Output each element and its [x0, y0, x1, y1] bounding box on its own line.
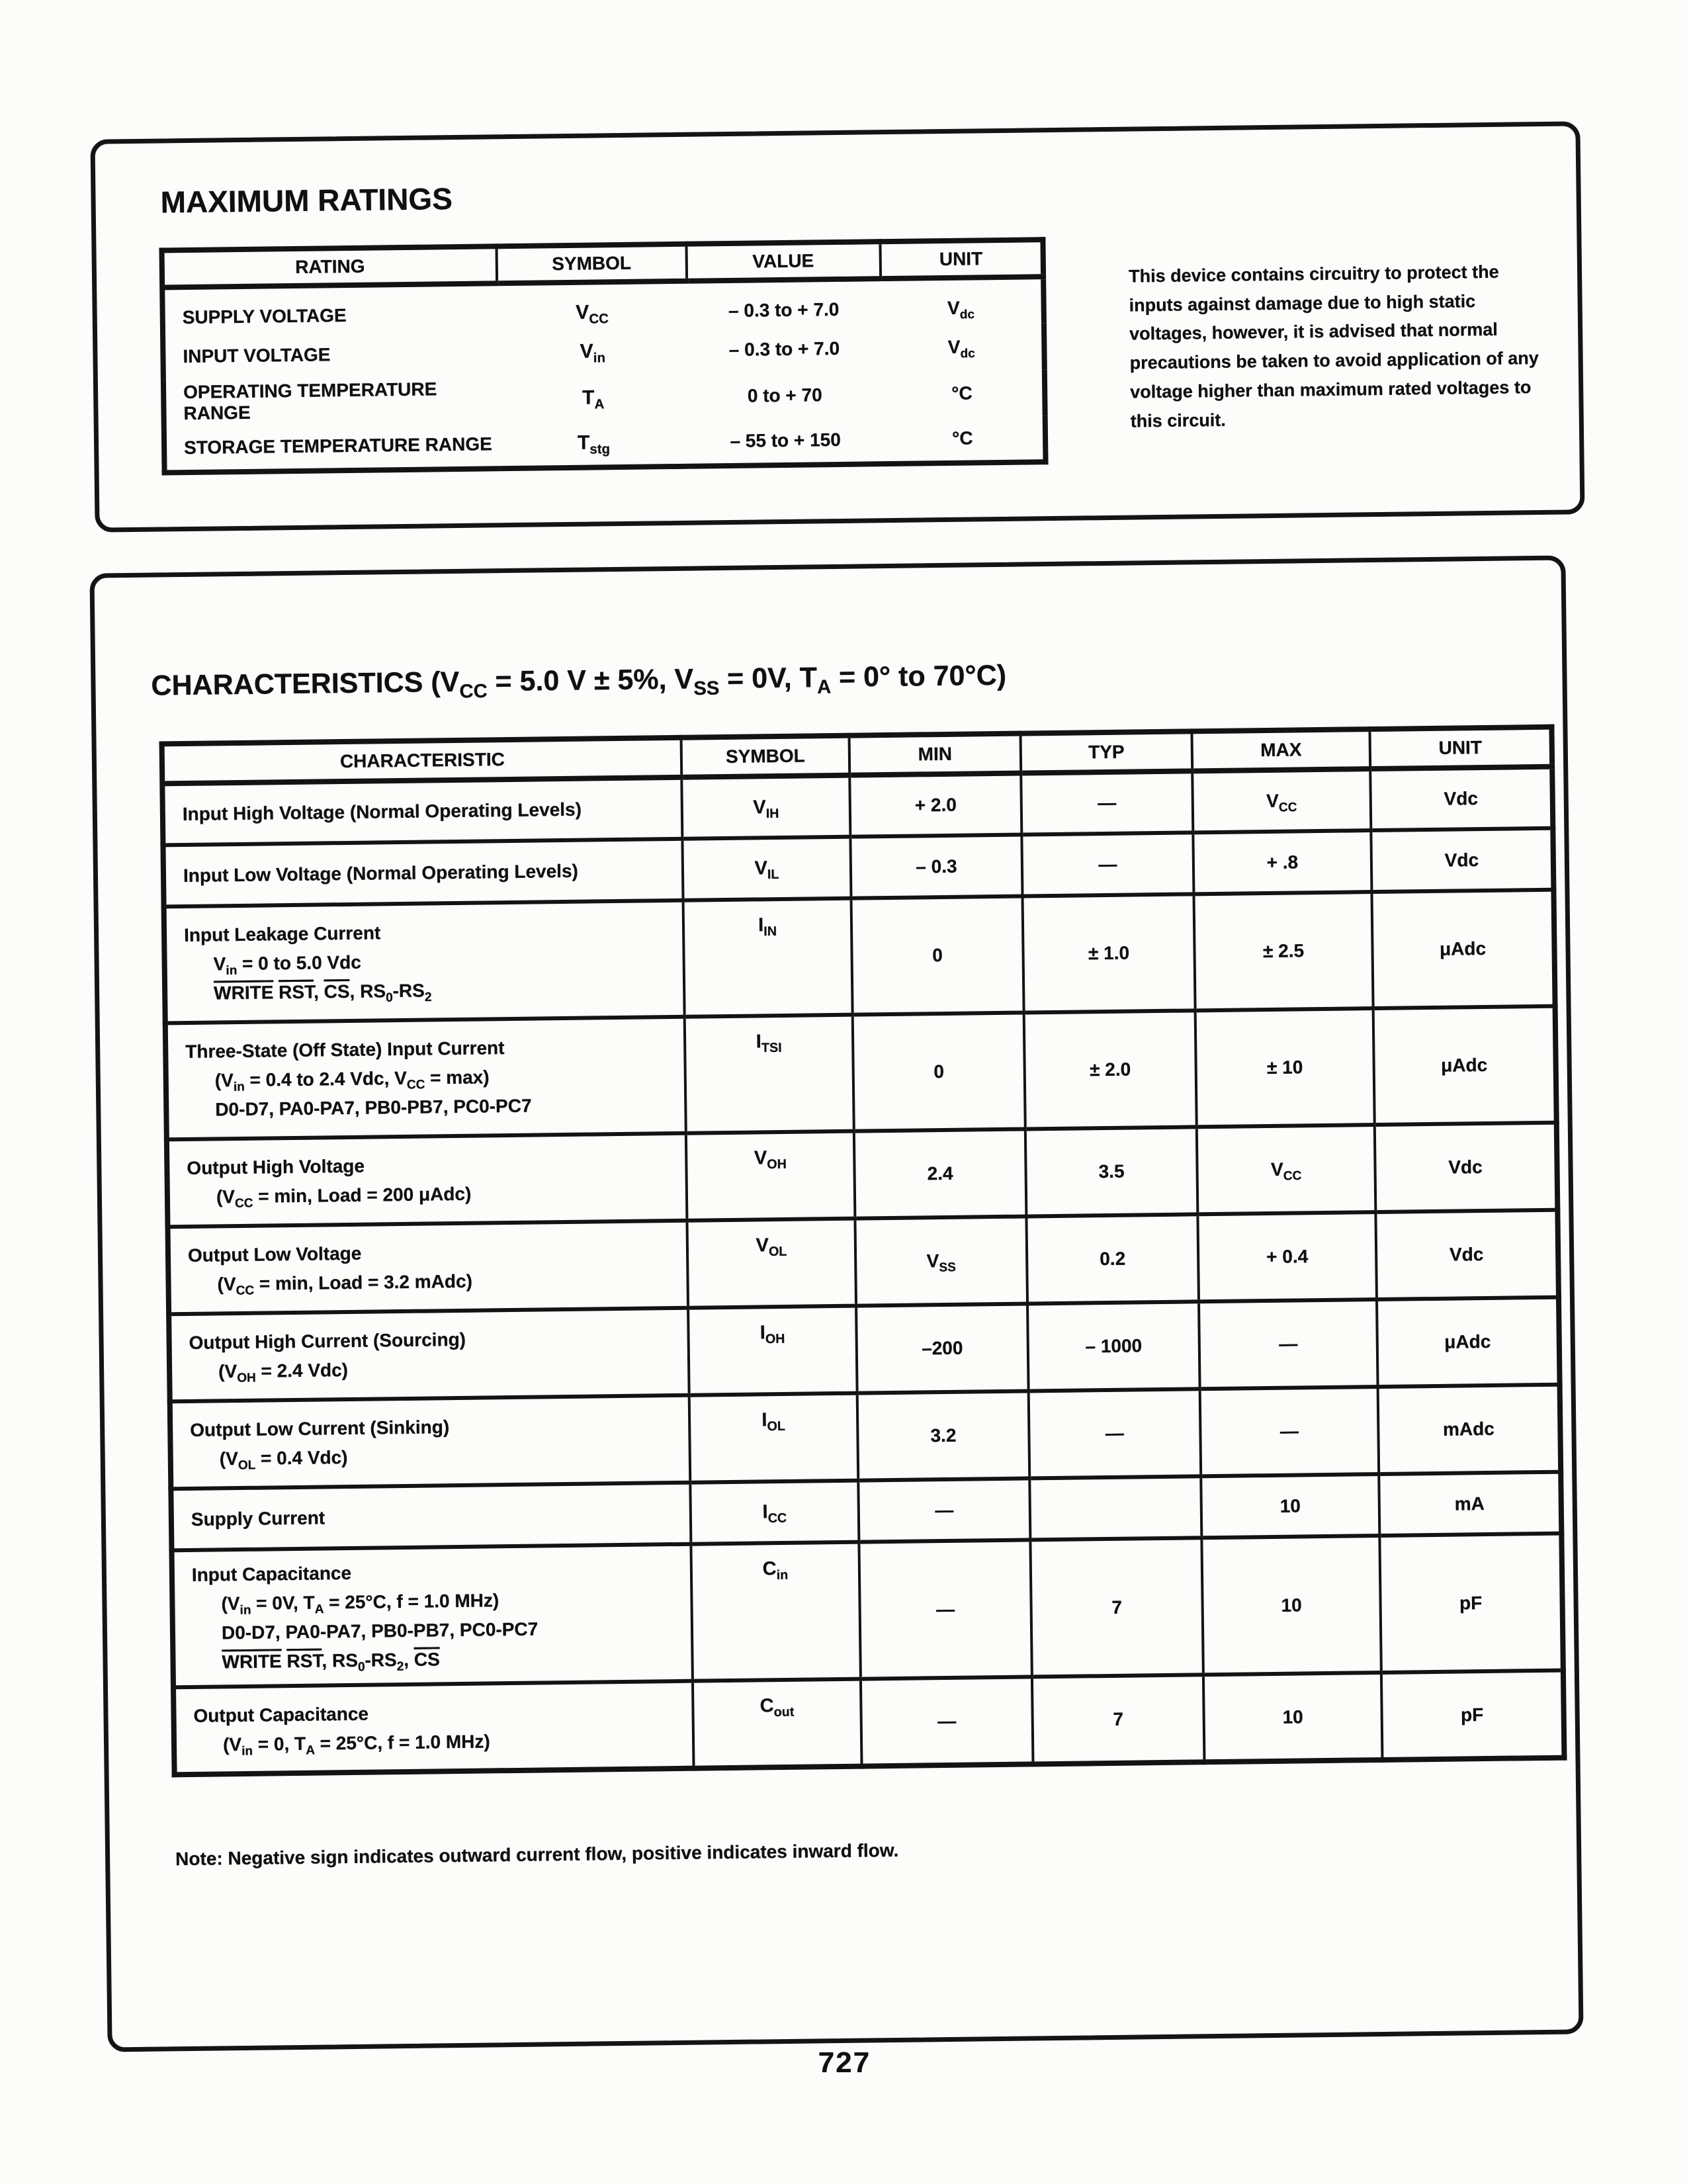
cell-max: — — [1199, 1299, 1378, 1389]
characteristics-section — [89, 555, 1583, 2052]
max-ratings-table-wrap — [159, 237, 1048, 475]
cell-symbol: $I_{IN}$ — [683, 898, 853, 1017]
column-header: RATING — [162, 246, 498, 287]
cell-typ: ± 2.0 — [1024, 1010, 1197, 1129]
cell-symbol: $V_{OH}$ — [686, 1131, 855, 1221]
cell-min: – 0.3 — [850, 835, 1022, 898]
cell-typ: 7 — [1032, 1675, 1205, 1764]
cell-symbol: $I_{CC}$ — [690, 1481, 859, 1544]
characteristic-line: Output High Voltage — [187, 1155, 365, 1178]
cell-max: $V_{CC}$ — [1197, 1125, 1376, 1214]
characteristic-line: ($V_{in} = 0.4$ to 2.4 Vdc, $V_{CC} = \max$) — [214, 1067, 490, 1094]
column-header: VALUE — [686, 241, 881, 281]
column-header: UNIT — [880, 240, 1043, 279]
cell-max: + .8 — [1193, 830, 1371, 894]
cell-max: $V_{CC}$ — [1192, 769, 1371, 832]
table-row — [170, 1385, 1561, 1489]
characteristic-line: Input Low Voltage (Normal Operating Levels) — [183, 860, 579, 886]
cell-symbol: $C_{out}$ — [693, 1679, 862, 1769]
cell-rating: OPERATING TEMPERATURE RANGE — [183, 378, 437, 424]
cell-unit: °C — [951, 427, 973, 449]
cell-characteristic — [169, 1308, 689, 1402]
column-header: TYP — [1020, 731, 1192, 773]
column-header: MIN — [849, 734, 1021, 775]
cell-unit: pF — [1379, 1534, 1563, 1673]
cell-unit: $V_{dc}$ — [947, 297, 975, 322]
cell-characteristic — [167, 1133, 687, 1227]
cell-symbol: $T_A$ — [582, 386, 605, 412]
cell-symbol: $V_{OL}$ — [687, 1219, 856, 1308]
cell-symbol: $C_{in}$ — [691, 1542, 861, 1681]
characteristic-line: Input High Voltage (Normal Operating Levels) — [182, 799, 582, 825]
cell-unit: $V_{dc}$ — [947, 336, 975, 361]
max-ratings-table — [159, 237, 1048, 475]
column-header: MAX — [1191, 729, 1370, 771]
cell-symbol: $V_{CC}$ — [576, 301, 609, 327]
maximum-ratings-heading: MAXIMUM RATINGS — [160, 181, 453, 220]
characteristic-line: Input Capacitance — [191, 1562, 352, 1585]
cell-max: + 0.4 — [1197, 1212, 1377, 1301]
cell-unit: Vdc — [1371, 828, 1553, 892]
cell-unit: Vdc — [1370, 767, 1553, 830]
cell-value: – 55 to + 150 — [730, 429, 841, 451]
cell-typ: 0.2 — [1026, 1214, 1199, 1303]
max-ratings-body — [162, 277, 1045, 472]
maximum-ratings-section — [90, 121, 1584, 532]
column-header: SYMBOL — [681, 736, 850, 777]
cell-typ: – 1000 — [1027, 1301, 1200, 1391]
cell-min: 0 — [851, 896, 1024, 1015]
cell-unit: mAdc — [1378, 1385, 1561, 1474]
cell-symbol: $T_{stg}$ — [577, 431, 611, 457]
table-row — [171, 1534, 1563, 1688]
cell-min: — — [859, 1540, 1032, 1679]
cell-unit: μAdc — [1371, 890, 1555, 1008]
esd-protection-note: This device contains circuitry to protect the inputs against damage due to high static voltages, however, it is advised that normal precautions be taken to avoid application of any voltage higher than maximum rated voltages to this circuit. — [1128, 261, 1539, 431]
cell-characteristic — [170, 1395, 691, 1489]
cell-unit: pF — [1381, 1671, 1565, 1760]
characteristic-line: ($V_{in} = 0$, $T_A = 25^\circ C$, f = 1.0 MHz) — [222, 1730, 490, 1759]
cell-symbol: $I_{OH}$ — [688, 1306, 857, 1395]
table-row — [168, 1210, 1559, 1315]
column-header: CHARACTERISTIC — [162, 738, 682, 784]
page-number: 727 — [818, 2046, 871, 2079]
characteristic-line: ($V_{OH} = 2.4$ Vdc) — [218, 1360, 349, 1385]
cell-unit: μAdc — [1373, 1006, 1557, 1125]
cell-max: — — [1200, 1387, 1379, 1476]
characteristic-line: Output High Current (Sourcing) — [189, 1329, 466, 1353]
cell-max: 10 — [1201, 1474, 1379, 1538]
cell-min: 3.2 — [857, 1391, 1030, 1480]
cell-characteristic — [163, 839, 683, 907]
characteristic-line: ($V_{CC} = \min$, Load = 3.2 mAdc) — [217, 1270, 473, 1298]
cell-typ: ± 1.0 — [1022, 894, 1195, 1012]
characteristic-line: Supply Current — [191, 1507, 325, 1530]
characteristic-line: Output Low Current (Sinking) — [190, 1417, 450, 1440]
cell-characteristic — [162, 777, 682, 846]
characteristic-line: D0-D7, PA0-PA7, PB0-PB7, PC0-PC7 — [221, 1618, 539, 1643]
characteristic-line: WRITE $\overline{RST}$, $\overline{CS}$, $RS_0-RS_2$ — [214, 980, 432, 1005]
cell-max: 10 — [1203, 1673, 1383, 1762]
characteristic-line: D0-D7, PA0-PA7, PB0-PB7, PC0-PC7 — [215, 1095, 532, 1120]
table-row — [167, 1123, 1557, 1227]
table-row — [169, 1297, 1559, 1402]
cell-symbol: $V_{IL}$ — [682, 837, 851, 900]
cell-symbol: $V_{in}$ — [580, 340, 606, 366]
cell-min: 0 — [853, 1013, 1025, 1131]
characteristic-line: Three-State (Off State) Input Current — [185, 1037, 505, 1062]
cell-max: ± 2.5 — [1193, 892, 1373, 1010]
cell-characteristic — [173, 1681, 694, 1775]
cell-value: – 0.3 to + 7.0 — [728, 337, 840, 361]
cell-min: — — [861, 1677, 1033, 1766]
characteristics-table-wrap — [159, 724, 1567, 1778]
cell-symbol: $I_{OL}$ — [689, 1393, 859, 1483]
table-row — [164, 890, 1555, 1024]
table-row — [173, 1671, 1564, 1775]
cell-symbol: $I_{TSI}$ — [685, 1015, 854, 1133]
cell-typ — [1029, 1476, 1201, 1540]
characteristic-line: Output Capacitance — [193, 1703, 369, 1726]
table-row — [165, 1006, 1557, 1140]
cell-value: 0 to + 70 — [747, 384, 822, 406]
characteristic-line: ($V_{in} = 0V$, $T_A = 25^\circ C$, f = 1.0 MHz) — [221, 1589, 499, 1618]
cell-typ: — — [1021, 832, 1193, 896]
characteristic-line: Input Leakage Current — [183, 922, 381, 946]
cell-min: –200 — [856, 1303, 1029, 1393]
cell-characteristic — [168, 1221, 689, 1315]
cell-value: – 0.3 to + 7.0 — [728, 298, 840, 322]
cell-unit: °C — [951, 382, 973, 404]
cell-min: — — [858, 1478, 1030, 1542]
cell-typ: 3.5 — [1025, 1127, 1198, 1216]
cell-unit: mA — [1379, 1472, 1561, 1536]
cell-characteristic — [165, 1017, 686, 1140]
characteristic-line: WRITE $\overline{RST}$, $RS_0-RS_2$, $\overline{CS}$ — [222, 1648, 440, 1674]
characteristic-line: $V_{in} = 0$ to 5.0 Vdc — [213, 951, 361, 978]
column-header: SYMBOL — [497, 244, 687, 283]
characteristic-line: ($V_{CC} = \min$, Load = 200 μAdc) — [216, 1183, 472, 1211]
characteristics-title: CHARACTERISTICS ($V_{CC} = 5.0$ V ± 5%, $V_{SS} = 0V$, $T_A = 0^\circ$ to 70°C) — [151, 659, 1007, 703]
column-header: UNIT — [1369, 727, 1552, 769]
characteristic-line: Output Low Voltage — [187, 1243, 362, 1266]
cell-rating: STORAGE TEMPERATURE RANGE — [183, 433, 492, 459]
cell-typ: — — [1029, 1389, 1201, 1478]
current-flow-note: Note: Negative sign indicates outward current flow, positive indicates inward flow. — [175, 1839, 899, 1870]
cell-unit: Vdc — [1375, 1210, 1559, 1299]
cell-min: 2.4 — [854, 1129, 1027, 1218]
cell-max: ± 10 — [1195, 1008, 1375, 1127]
cell-max: 10 — [1201, 1536, 1381, 1675]
cell-unit: μAdc — [1377, 1297, 1560, 1387]
cell-characteristic — [164, 900, 685, 1024]
cell-rating: SUPPLY VOLTAGE — [182, 305, 347, 328]
cell-min: $V_{SS}$ — [855, 1216, 1027, 1305]
table-row — [164, 415, 1046, 472]
cell-rating: INPUT VOLTAGE — [183, 344, 331, 367]
cell-characteristic — [171, 1483, 691, 1551]
cell-characteristic — [171, 1544, 692, 1688]
cell-unit: Vdc — [1375, 1123, 1558, 1212]
cell-min: + 2.0 — [849, 773, 1021, 837]
characteristic-line: ($V_{OL} = 0.4$ Vdc) — [219, 1447, 348, 1473]
cell-typ: 7 — [1030, 1538, 1203, 1677]
characteristics-table — [159, 724, 1567, 1778]
cell-typ: — — [1021, 771, 1193, 834]
cell-symbol: $V_{IH}$ — [681, 775, 850, 839]
characteristics-body — [162, 767, 1564, 1775]
